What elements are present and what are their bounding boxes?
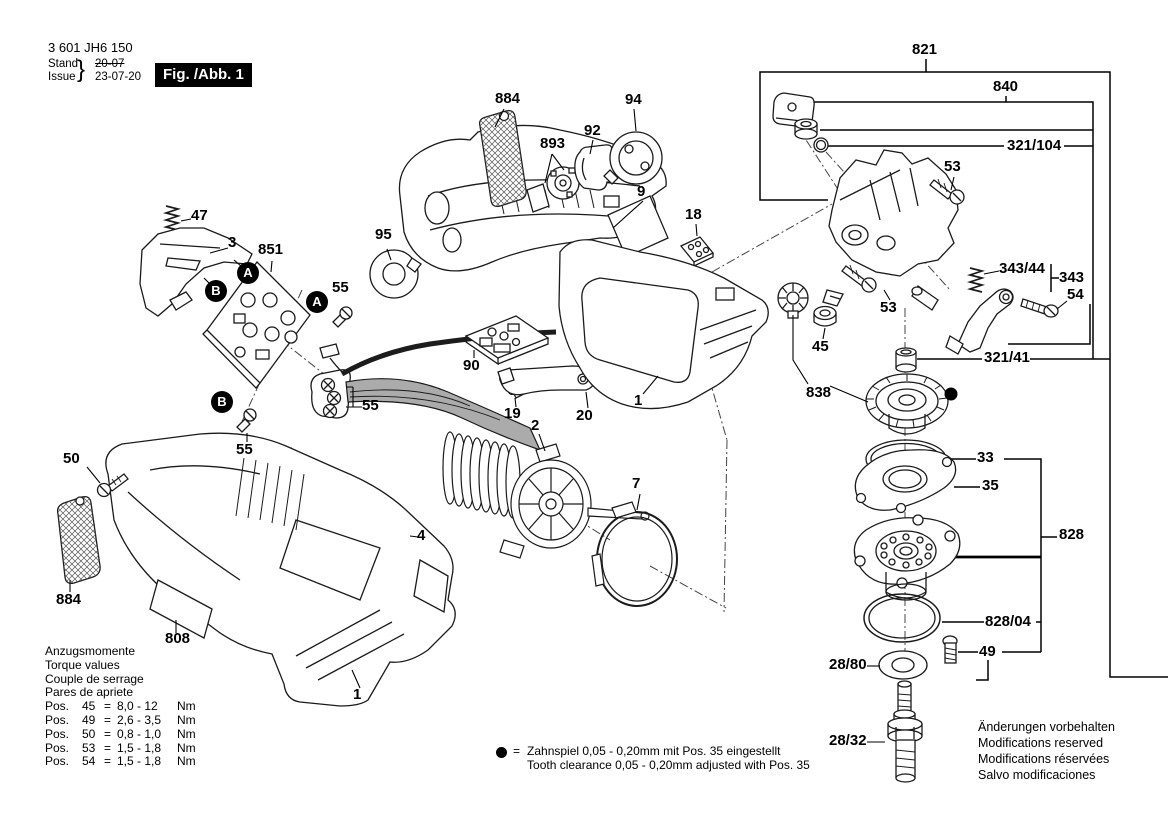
part-label-3: 3 <box>228 234 237 251</box>
part-label-884-top: 884 <box>495 90 521 107</box>
marker-a-1: A <box>237 262 259 284</box>
marker-b-2: B <box>211 391 233 413</box>
torque-pos-label: Pos. <box>45 754 70 769</box>
nut-45-drawing <box>814 307 836 327</box>
torque-eq: = <box>104 712 112 727</box>
part-label-343-44: 343/44 <box>999 260 1045 277</box>
part-label-19: 19 <box>504 405 521 422</box>
part-label-4: 4 <box>417 527 426 544</box>
torque-eq: = <box>104 726 112 741</box>
torque-eq: = <box>104 699 112 714</box>
part-label-1-right: 1 <box>634 392 643 409</box>
part-label-94: 94 <box>625 91 642 108</box>
part-label-35: 35 <box>982 477 999 494</box>
part-label-28-80: 28/80 <box>829 656 867 673</box>
part-label-92: 92 <box>584 122 601 139</box>
part-label-28-32: 28/32 <box>829 732 867 749</box>
issue-value: 23-07-20 <box>95 71 142 83</box>
washer-28-80-drawing <box>879 651 927 679</box>
torque-row <box>45 728 196 742</box>
part-label-893: 893 <box>540 135 566 152</box>
modifications-fr: Modifications réservées <box>978 752 1110 766</box>
torque-title-de: Anzugsmomente <box>45 644 136 658</box>
bevel-pinion-838-drawing <box>778 283 808 318</box>
grommet-95-drawing <box>370 250 421 298</box>
tooth-clearance-note <box>496 745 810 772</box>
torque-title-fr: Couple de serrage <box>45 671 144 686</box>
torque-value: 1,5 - 1,8 <box>117 754 162 769</box>
part-label-321-41: 321/41 <box>984 349 1030 366</box>
housing-half-1-drawing <box>559 240 768 409</box>
wire-lug-head-drawing <box>311 370 350 418</box>
torque-pos-label: Pos. <box>45 740 70 755</box>
figure-label: Fig. /Abb. 1 <box>155 63 252 87</box>
spindle-28-32-drawing <box>888 681 922 782</box>
note-line-de: Zahnspiel 0,05 - 0,20mm mit Pos. 35 eingestellt <box>527 744 781 758</box>
part-label-20: 20 <box>576 407 593 424</box>
torque-value: 1,5 - 1,8 <box>117 740 162 755</box>
modifications-es: Salvo modificaciones <box>978 768 1096 782</box>
torque-row <box>45 714 196 728</box>
screw-49-drawing <box>943 636 957 663</box>
part-label-321-104: 321/104 <box>1007 137 1062 154</box>
torque-eq: = <box>104 740 112 755</box>
marker-b-1: B <box>205 280 227 302</box>
part-label-828: 828 <box>1059 526 1085 543</box>
plunger-drawing <box>912 286 938 310</box>
torque-pos-num: 50 <box>82 726 96 741</box>
torque-pos-num: 53 <box>82 740 96 755</box>
o-ring-321-104-drawing <box>814 138 828 152</box>
part-label-55-a: 55 <box>332 279 349 296</box>
torque-value: 2,6 - 3,5 <box>117 712 162 727</box>
torque-unit: Nm <box>177 726 196 741</box>
cone-45-drawing <box>823 290 843 306</box>
screw-54-drawing <box>1021 299 1058 317</box>
part-label-9: 9 <box>637 183 646 200</box>
nut-840-drawing <box>795 119 817 139</box>
vent-grille-884-bottom-drawing <box>54 495 104 587</box>
part-label-18: 18 <box>685 206 702 223</box>
torque-row <box>45 700 196 714</box>
torque-title-en: Torque values <box>45 657 120 672</box>
part-label-838: 838 <box>806 384 832 401</box>
part-label-884-bottom: 884 <box>56 591 82 608</box>
bearing-flange-828-drawing <box>854 515 959 600</box>
gear-housing-840-drawing <box>829 150 958 276</box>
bearing-sleeve-321-41-drawing <box>896 348 916 372</box>
retaining-ring-7-drawing <box>592 502 677 606</box>
part-label-343: 343 <box>1059 269 1085 286</box>
part-label-90: 90 <box>463 357 480 374</box>
torque-unit: Nm <box>177 712 196 727</box>
spring-343-44-drawing <box>970 268 982 292</box>
part-label-50: 50 <box>63 450 80 467</box>
torque-table <box>45 645 196 769</box>
torque-pos-num: 54 <box>82 754 96 769</box>
part-label-45: 45 <box>812 338 829 355</box>
part-label-7: 7 <box>632 475 641 492</box>
part-label-851: 851 <box>258 241 284 258</box>
torque-pos-num: 49 <box>82 712 96 727</box>
part-label-95: 95 <box>375 226 392 243</box>
torque-value: 0,8 - 1,0 <box>117 726 162 741</box>
part-label-53-top: 53 <box>944 158 961 175</box>
part-label-828-04: 828/04 <box>985 613 1031 630</box>
header-brace: } <box>77 56 86 83</box>
cap-94-drawing <box>604 132 662 184</box>
torque-unit: Nm <box>177 740 196 755</box>
torque-pos-label: Pos. <box>45 726 70 741</box>
issue-label: Issue <box>48 71 76 83</box>
part-label-821: 821 <box>912 41 938 58</box>
part-label-54: 54 <box>1067 286 1084 303</box>
torque-pos-label: Pos. <box>45 712 70 727</box>
torque-pos-num: 45 <box>82 699 96 714</box>
torque-unit: Nm <box>177 699 196 714</box>
tooth-clearance-dot <box>945 388 958 401</box>
part-label-840: 840 <box>993 78 1019 95</box>
torque-eq: = <box>104 754 112 769</box>
stand-value: 20-07 <box>95 58 125 70</box>
part-label-33: 33 <box>977 449 994 466</box>
torque-title-es: Pares de apriete <box>45 685 134 700</box>
note-line-en: Tooth clearance 0,05 - 0,20mm adjusted with Pos. 35 <box>527 757 810 772</box>
part-label-2: 2 <box>531 417 540 434</box>
screw-55b-drawing <box>237 409 256 432</box>
screw-55a-drawing <box>333 307 352 327</box>
type-number: 3 601 JH6 150 <box>48 40 133 55</box>
note-eq: = <box>513 744 521 758</box>
modifications-de: Änderungen vorbehalten <box>978 720 1115 734</box>
part-label-1-bottom: 1 <box>353 686 362 703</box>
stand-label: Stand <box>48 58 79 70</box>
o-ring-828-04-drawing <box>864 594 940 642</box>
part-label-47: 47 <box>191 207 208 224</box>
torque-pos-label: Pos. <box>45 699 70 714</box>
part-label-49: 49 <box>979 643 996 660</box>
modifications-notice <box>978 719 1115 783</box>
strap-20-drawing <box>498 366 595 395</box>
black-dot-icon <box>496 747 507 758</box>
part-label-808: 808 <box>165 630 191 647</box>
motor-2-drawing <box>443 432 649 558</box>
lever-343-drawing <box>946 289 1013 354</box>
crown-gear-838-drawing <box>866 374 948 434</box>
marker-a-2: A <box>306 291 328 313</box>
part-label-55-lugs: 55 <box>362 397 379 414</box>
torque-value: 8,0 - 12 <box>117 699 158 714</box>
torque-row <box>45 755 196 769</box>
modifications-en: Modifications reserved <box>978 736 1104 750</box>
button-pad-18-drawing <box>681 237 713 266</box>
part-label-55-b: 55 <box>236 441 253 458</box>
part-label-53-bottom: 53 <box>880 299 897 316</box>
torque-unit: Nm <box>177 754 196 769</box>
torque-row <box>45 742 196 756</box>
